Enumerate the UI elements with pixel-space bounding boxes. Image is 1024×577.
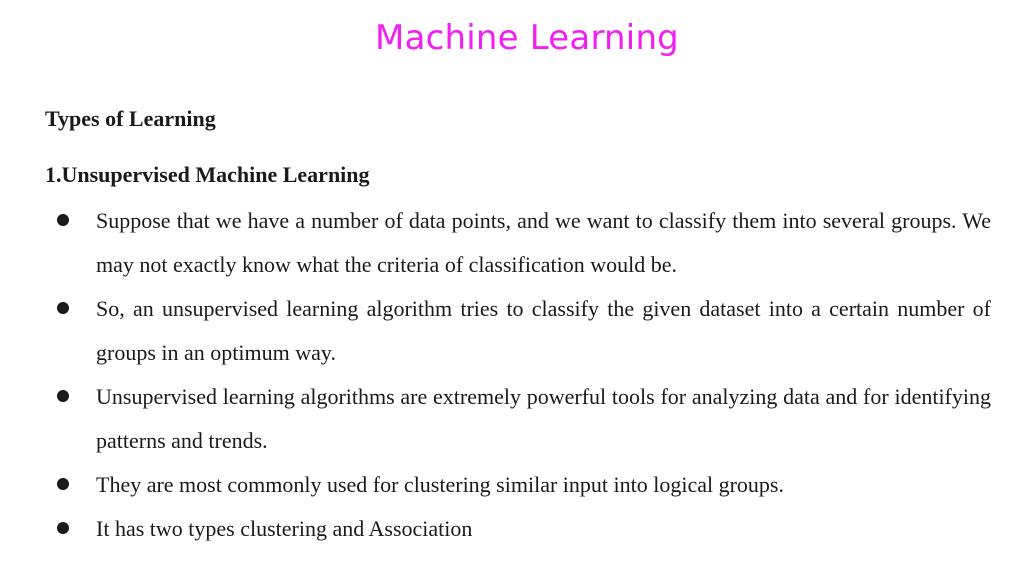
bullet-text: So, an unsupervised learning algorithm tries to classify the given dataset into a certain number of groups in an optimum way.: [96, 296, 991, 365]
bullet-text: It has two types clustering and Association: [96, 516, 473, 541]
bullet-item: [45, 199, 991, 287]
bullet-item: [45, 287, 991, 375]
section-heading: Types of Learning: [45, 106, 216, 131]
bullet-icon: [57, 522, 69, 534]
bullet-item: [45, 463, 991, 507]
bullet-icon: [57, 390, 69, 402]
bullet-icon: [57, 478, 69, 490]
bullet-text: Suppose that we have a number of data points, and we want to classify them into several groups. We may not exactly know what the criteria of classification would be.: [96, 208, 991, 277]
bullet-item: [45, 507, 991, 551]
bullet-icon: [57, 214, 69, 226]
bullet-text: Unsupervised learning algorithms are extremely powerful tools for analyzing data and for identifying patterns and trends.: [96, 384, 991, 453]
sub-heading: 1.Unsupervised Machine Learning: [45, 162, 370, 187]
bullet-text: They are most commonly used for clustering similar input into logical groups.: [96, 472, 784, 497]
bullet-list: [45, 199, 991, 551]
bullet-icon: [57, 302, 69, 314]
bullet-item: [45, 375, 991, 463]
slide-title: Machine Learning: [375, 18, 679, 58]
